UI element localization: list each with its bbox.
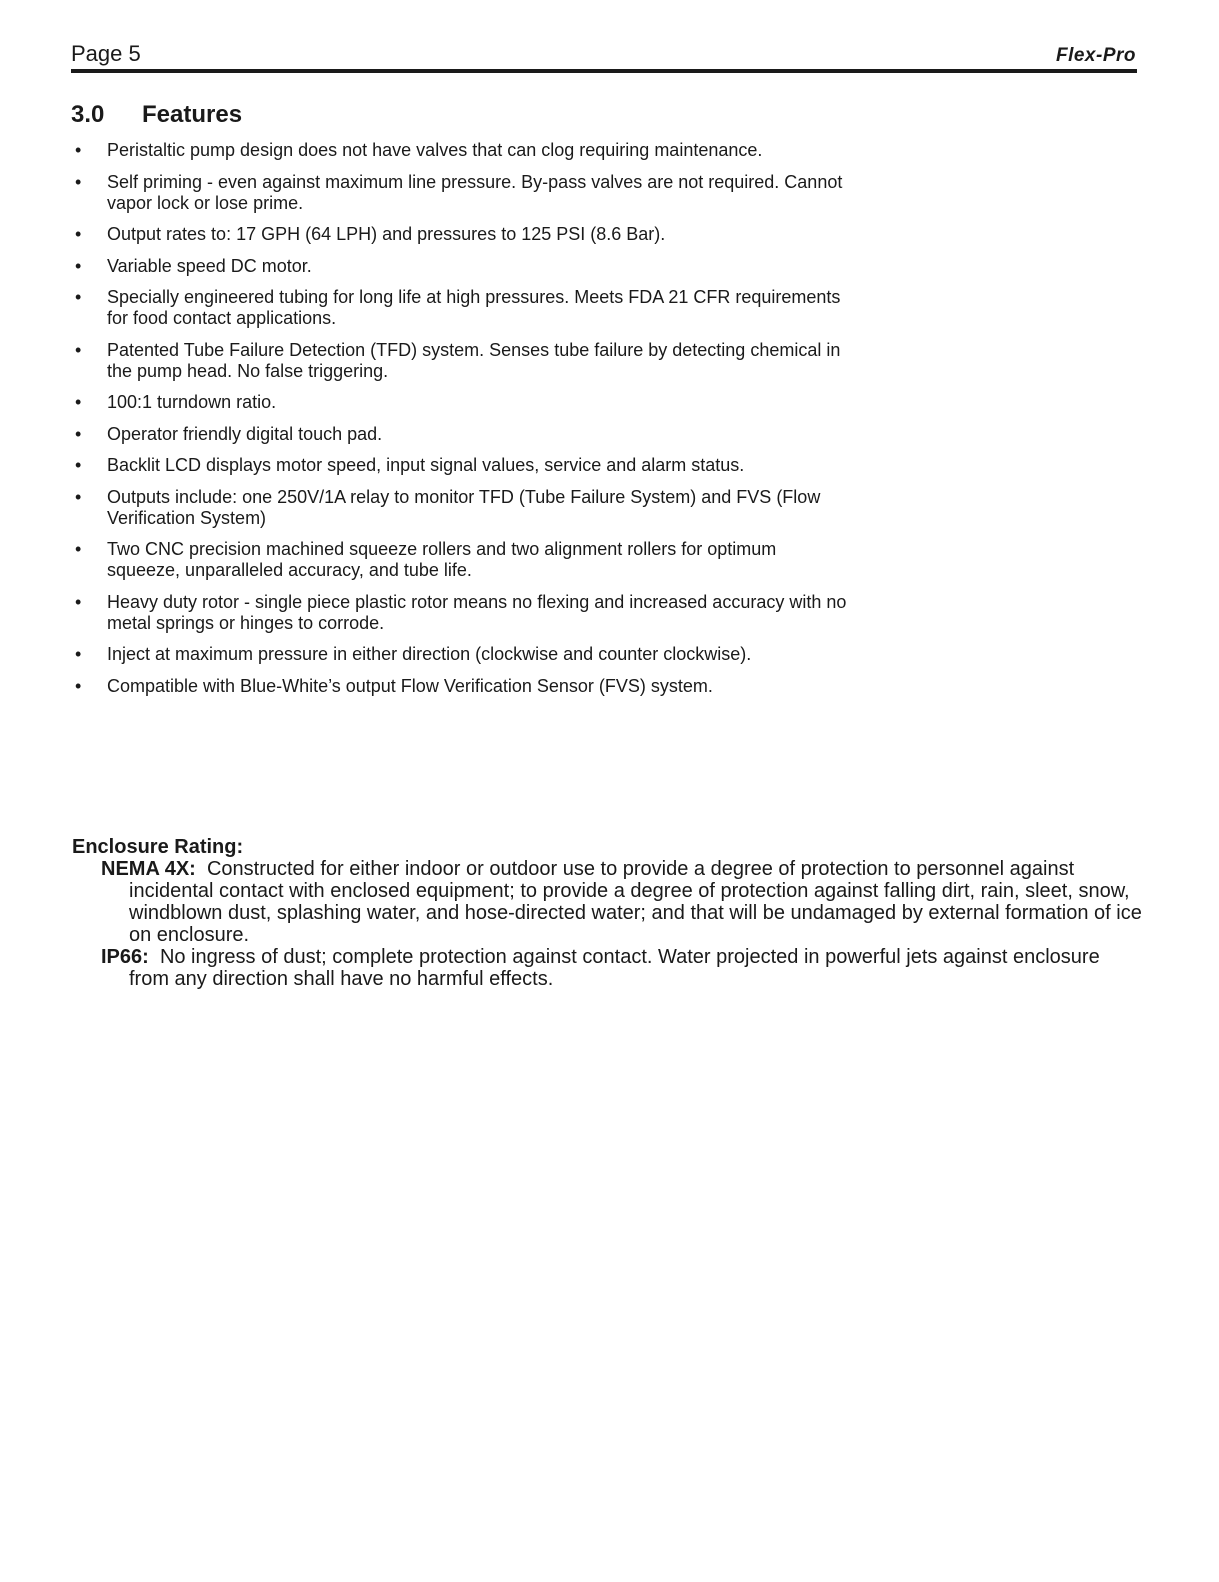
feature-text: Self priming - even against maximum line pressure. By-pass valves are not required. Cannot vapor lock or lose prime.	[107, 171, 843, 213]
bullet-icon: •	[75, 591, 82, 612]
list-item	[71, 340, 851, 382]
feature-text: Backlit LCD displays motor speed, input signal values, service and alarm status.	[107, 455, 745, 475]
list-item	[71, 592, 851, 634]
section-number: 3.0	[71, 101, 105, 128]
list-item	[71, 676, 851, 697]
list-item	[71, 392, 851, 413]
list-item	[71, 224, 851, 245]
header-divider	[71, 69, 1137, 73]
feature-text: Variable speed DC motor.	[107, 255, 312, 276]
feature-text: Specially engineered tubing for long life at high pressures. Meets FDA 21 CFR requirements for food contact applications.	[107, 287, 841, 328]
bullet-icon: •	[75, 339, 82, 360]
bullet-icon: •	[75, 392, 82, 412]
rating-label: IP66:	[101, 946, 149, 968]
feature-text: Inject at maximum pressure in either direction (clockwise and counter clockwise).	[107, 644, 752, 664]
bullet-icon: •	[75, 255, 82, 276]
feature-text: Patented Tube Failure Detection (TFD) system. Senses tube failure by detecting chemical in the pump head. No false triggering.	[107, 339, 841, 381]
feature-text: Operator friendly digital touch pad.	[107, 423, 383, 444]
feature-text: Heavy duty rotor - single piece plastic rotor means no flexing and increased accuracy with no metal springs or hinges to corrode.	[107, 591, 847, 633]
bullet-icon: •	[75, 287, 82, 307]
section-heading	[71, 100, 242, 130]
rating-ip66	[72, 946, 1142, 990]
bullet-icon: •	[75, 644, 82, 664]
list-item	[71, 487, 851, 529]
bullet-icon: •	[75, 423, 82, 444]
page-number: Page 5	[71, 41, 141, 66]
bullet-icon: •	[75, 539, 82, 559]
feature-text: Two CNC precision machined squeeze rollers and two alignment rollers for optimum squeeze, unparalleled accuracy, and tube life.	[107, 539, 777, 580]
bullet-icon: •	[75, 224, 82, 244]
bullet-icon: •	[75, 455, 82, 475]
list-item	[71, 256, 851, 277]
bullet-icon: •	[75, 486, 82, 507]
bullet-icon: •	[75, 675, 82, 696]
list-item	[71, 287, 851, 329]
list-item	[71, 455, 851, 476]
list-item	[71, 424, 851, 445]
enclosure-rating-section	[72, 836, 1142, 990]
enclosure-rating-title: Enclosure Rating:	[72, 836, 244, 858]
bullet-icon: •	[75, 171, 82, 192]
list-item	[71, 644, 851, 665]
rating-text: No ingress of dust; complete protection against contact. Water projected in powerful jets against enclosure from any direction shall have no harmful effects.	[129, 946, 1100, 990]
feature-text: Compatible with Blue-White’s output Flow Verification Sensor (FVS) system.	[107, 675, 713, 696]
rating-text: Constructed for either indoor or outdoor use to provide a degree of protection to personnel against incidental contact with enclosed equipment; to provide a degree of protection against falling dirt, rain, sleet, snow, windblown dust, splashing water, and hose-directed water; and that will be undamaged by external formation of ice on enclosure.	[129, 858, 1142, 946]
feature-text: Outputs include: one 250V/1A relay to monitor TFD (Tube Failure System) and FVS (Flow Verification System)	[107, 486, 821, 528]
rating-label: NEMA 4X:	[101, 858, 196, 880]
feature-text: Peristaltic pump design does not have valves that can clog requiring maintenance.	[107, 140, 763, 160]
brand-logo: Flex-Pro	[1055, 45, 1136, 66]
rating-nema-4x	[72, 858, 1142, 946]
list-item	[71, 539, 851, 581]
list-item	[71, 140, 851, 161]
feature-text: 100:1 turndown ratio.	[107, 392, 277, 412]
section-title: Features	[142, 101, 243, 128]
features-list	[71, 140, 851, 707]
feature-text: Output rates to: 17 GPH (64 LPH) and pressures to 125 PSI (8.6 Bar).	[107, 224, 666, 244]
bullet-icon: •	[75, 140, 82, 160]
list-item	[71, 172, 851, 214]
